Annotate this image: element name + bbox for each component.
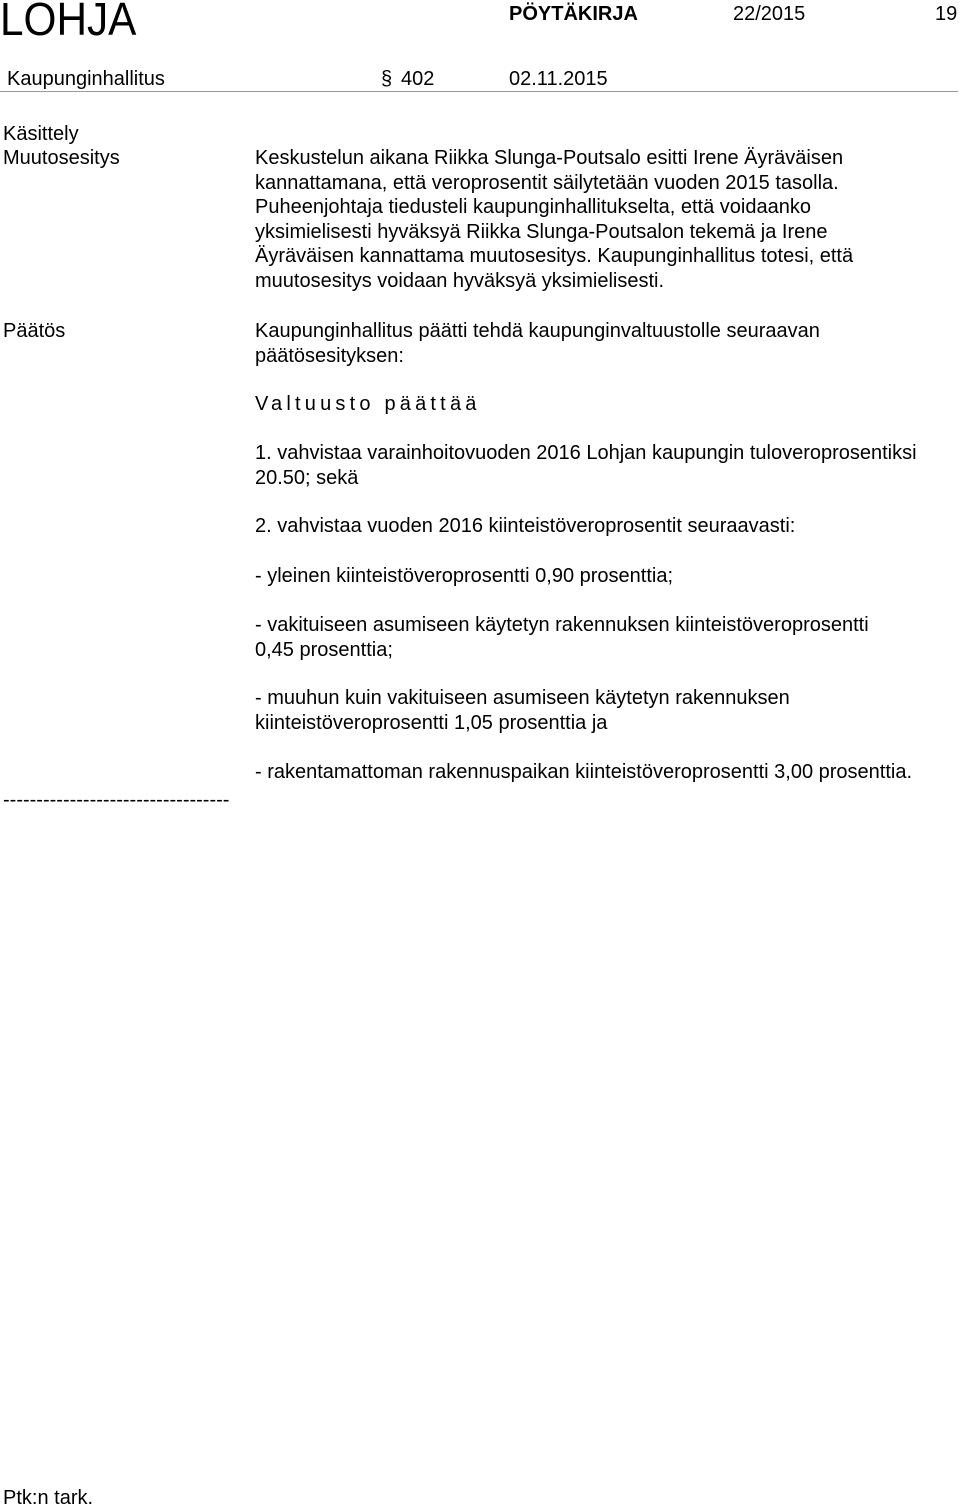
text-line: Keskustelun aikana Riikka Slunga-Poutsalo esitti Irene Äyräväisen <box>255 147 844 169</box>
document-type: PÖYTÄKIRJA <box>509 3 638 25</box>
lohja-logo: LOHJA <box>0 0 137 45</box>
document-number: 22/2015 <box>733 3 806 25</box>
page-number: 19 <box>935 3 958 25</box>
bullet-3 <box>255 686 960 735</box>
text-line: 2. vahvistaa vuoden 2016 kiinteistöveroprosentit seuraavasti: <box>255 515 796 537</box>
text-line: yksimielisesti hyväksyä Riikka Slunga-Poutsalon tekemä ja Irene <box>255 220 828 243</box>
section-separator: ---------------------------------- <box>3 789 230 811</box>
footer-note: Ptk:n tark. <box>3 1487 94 1509</box>
text-line: kiinteistöveroprosentti 1,05 prosenttia ja <box>255 711 608 734</box>
bullet-1 <box>255 564 960 589</box>
section-number: 402 <box>401 68 435 90</box>
text-line: 1. vahvistaa varainhoitovuoden 2016 Lohjan kaupungin tuloveroprosentiksi <box>255 442 917 464</box>
text-line: - vakituiseen asumiseen käytetyn rakennuksen kiinteistöveroprosentti <box>255 614 869 636</box>
label-paatos: Päätös <box>3 320 66 342</box>
text-line: Kaupunginhallitus päätti tehdä kaupunginvaltuustolle seuraavan <box>255 320 820 342</box>
meeting-body: Kaupunginhallitus <box>7 68 165 90</box>
paatos-text <box>255 319 960 368</box>
text-line: - rakentamattoman rakennuspaikan kiinteistöveroprosentti 3,00 prosenttia. <box>255 761 913 783</box>
text-line: - muuhun kuin vakituiseen asumiseen käytetyn rakennuksen <box>255 687 790 709</box>
meeting-date: 02.11.2015 <box>509 68 608 90</box>
label-muutosesitys: Muutosesitys <box>3 147 120 169</box>
label-kasittely: Käsittely <box>3 123 79 145</box>
item-1 <box>255 441 960 490</box>
text-line: 0,45 prosenttia; <box>255 638 393 661</box>
text-line: - yleinen kiinteistöveroprosentti 0,90 prosenttia; <box>255 565 674 587</box>
text-line: muutosesitys voidaan hyväksyä yksimielisesti. <box>255 269 665 292</box>
section-symbol: § <box>381 68 393 90</box>
item-2 <box>255 514 960 539</box>
muutosesitys-text <box>255 146 960 293</box>
valtuusto-heading <box>255 392 960 417</box>
text-line: päätösesityksen: <box>255 344 404 367</box>
bullet-2 <box>255 613 960 662</box>
heading-text: Valtuusto päättää <box>255 393 481 415</box>
text-line: 20.50; sekä <box>255 466 359 489</box>
text-line: kannattamana, että veroprosentit säilytetään vuoden 2015 tasolla. <box>255 171 839 194</box>
text-line: Puheenjohtaja tiedusteli kaupunginhallitukselta, että voidaanko <box>255 196 811 218</box>
header-rule <box>0 91 958 92</box>
bullet-4 <box>255 760 960 785</box>
text-line: Äyräväisen kannattama muutosesitys. Kaupunginhallitus totesi, että <box>255 245 854 267</box>
